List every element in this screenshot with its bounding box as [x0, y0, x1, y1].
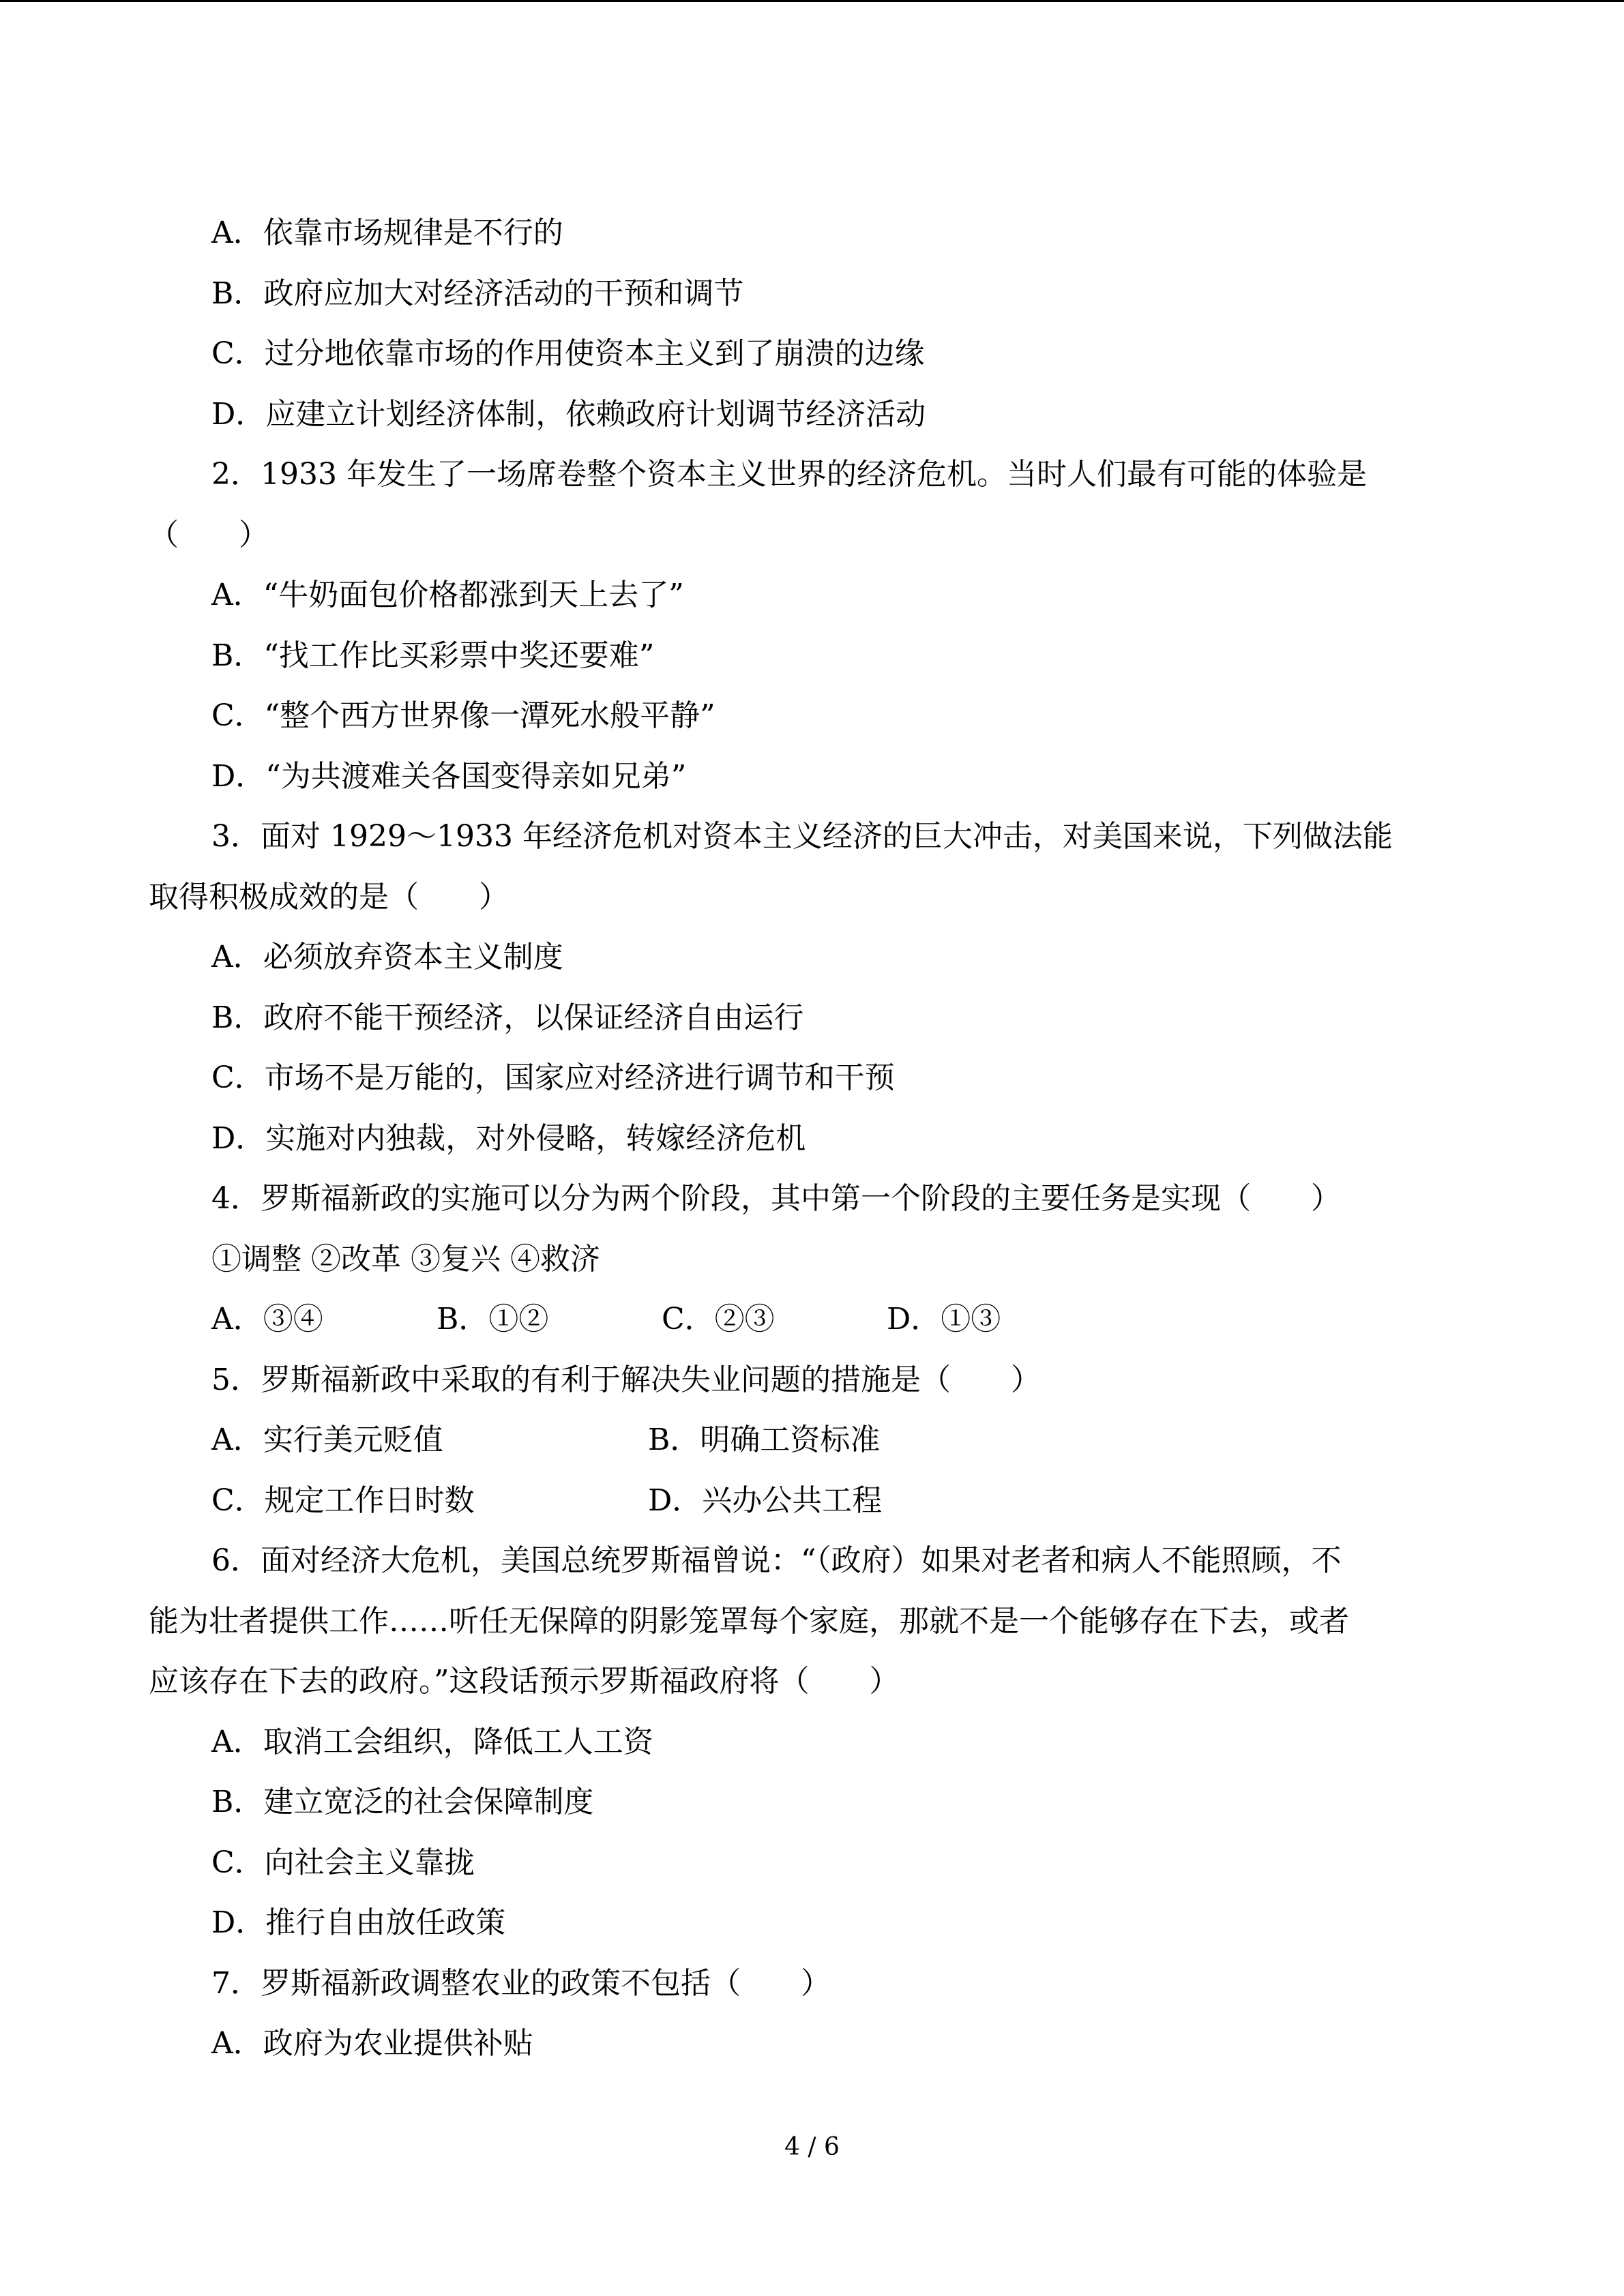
q3-option-b: B．政府不能干预经济，以保证经济自由运行 — [211, 1000, 804, 1035]
q6-option-d: D．推行自由放任政策 — [211, 1905, 506, 1940]
q1-option-a: A．依靠市场规律是不行的 — [211, 215, 563, 250]
q4-option-d: D．①③ — [887, 1302, 1001, 1337]
page-number: 4 / 6 — [784, 2133, 840, 2161]
q2-stem: 2．1933 年发生了一场席卷整个资本主义世界的经济危机。当时人们最有可能的体验是 — [211, 457, 1367, 492]
q1-option-c: C．过分地依靠市场的作用使资本主义到了崩溃的边缘 — [211, 336, 925, 371]
top-border — [0, 0, 1624, 2]
q1-option-b: B．政府应加大对经济活动的干预和调节 — [211, 275, 744, 311]
q4-items: ①调整 ②改革 ③复兴 ④救济 — [211, 1241, 600, 1277]
q5-option-a: A．实行美元贬值 — [211, 1422, 443, 1457]
q5-stem: 5．罗斯福新政中采取的有利于解决失业问题的措施是（ ） — [211, 1362, 1041, 1397]
q4-option-b: B．①② — [437, 1302, 549, 1337]
q2-option-b: B．“找工作比买彩票中奖还要难” — [211, 638, 655, 673]
q3-stem-cont: 取得积极成效的是（ ） — [149, 879, 509, 914]
q5-option-d: D．兴办公共工程 — [648, 1482, 883, 1518]
q7-stem: 7．罗斯福新政调整农业的政策不包括（ ） — [211, 1965, 831, 2001]
q6-option-a: A．取消工会组织，降低工人工资 — [211, 1724, 653, 1759]
document-body — [149, 203, 1479, 2074]
q4-option-c: C．②③ — [662, 1302, 775, 1337]
q6-option-c: C．向社会主义靠拢 — [211, 1845, 475, 1880]
q5-option-c: C．规定工作日时数 — [211, 1482, 475, 1518]
q2-option-c: C．“整个西方世界像一潭死水般平静” — [211, 698, 715, 733]
q1-option-d: D．应建立计划经济体制，依赖政府计划调节经济活动 — [211, 396, 926, 432]
q6-stem-cont1: 能为壮者提供工作……听任无保障的阴影笼罩每个家庭，那就不是一个能够存在下去，或者 — [149, 1603, 1349, 1639]
q4-option-a: A．③④ — [211, 1302, 323, 1337]
q6-stem: 6．面对经济大危机，美国总统罗斯福曾说：“（政府）如果对老者和病人不能照顾，不 — [211, 1543, 1342, 1578]
q4-options — [149, 1289, 1479, 1350]
q2-option-d: D．“为共渡难关各国变得亲如兄弟” — [211, 758, 687, 794]
q3-option-d: D．实施对内独裁，对外侵略，转嫁经济危机 — [211, 1120, 806, 1156]
q4-stem: 4．罗斯福新政的实施可以分为两个阶段，其中第一个阶段的主要任务是实现（ ） — [211, 1181, 1341, 1216]
q3-option-a: A．必须放弃资本主义制度 — [211, 940, 563, 974]
q3-option-c: C．市场不是万能的，国家应对经济进行调节和干预 — [211, 1060, 895, 1095]
q7-option-a: A．政府为农业提供补贴 — [211, 2026, 533, 2061]
q5-options-row2 — [149, 1471, 1479, 1532]
q3-stem: 3．面对 1929～1933 年经济危机对资本主义经济的巨大冲击，对美国来说，下列做法能 — [211, 819, 1393, 854]
q6-stem-cont2: 应该存在下去的政府。”这段话预示罗斯福政府将（ ） — [149, 1664, 900, 1699]
q2-stem-cont: （ ） — [149, 517, 269, 552]
q6-option-b: B．建立宽泛的社会保障制度 — [211, 1785, 594, 1819]
q5-options-row1 — [149, 1410, 1479, 1471]
q2-option-a: A．“牛奶面包价格都涨到天上去了” — [211, 578, 684, 612]
q5-option-b: B．明确工资标准 — [648, 1422, 881, 1457]
